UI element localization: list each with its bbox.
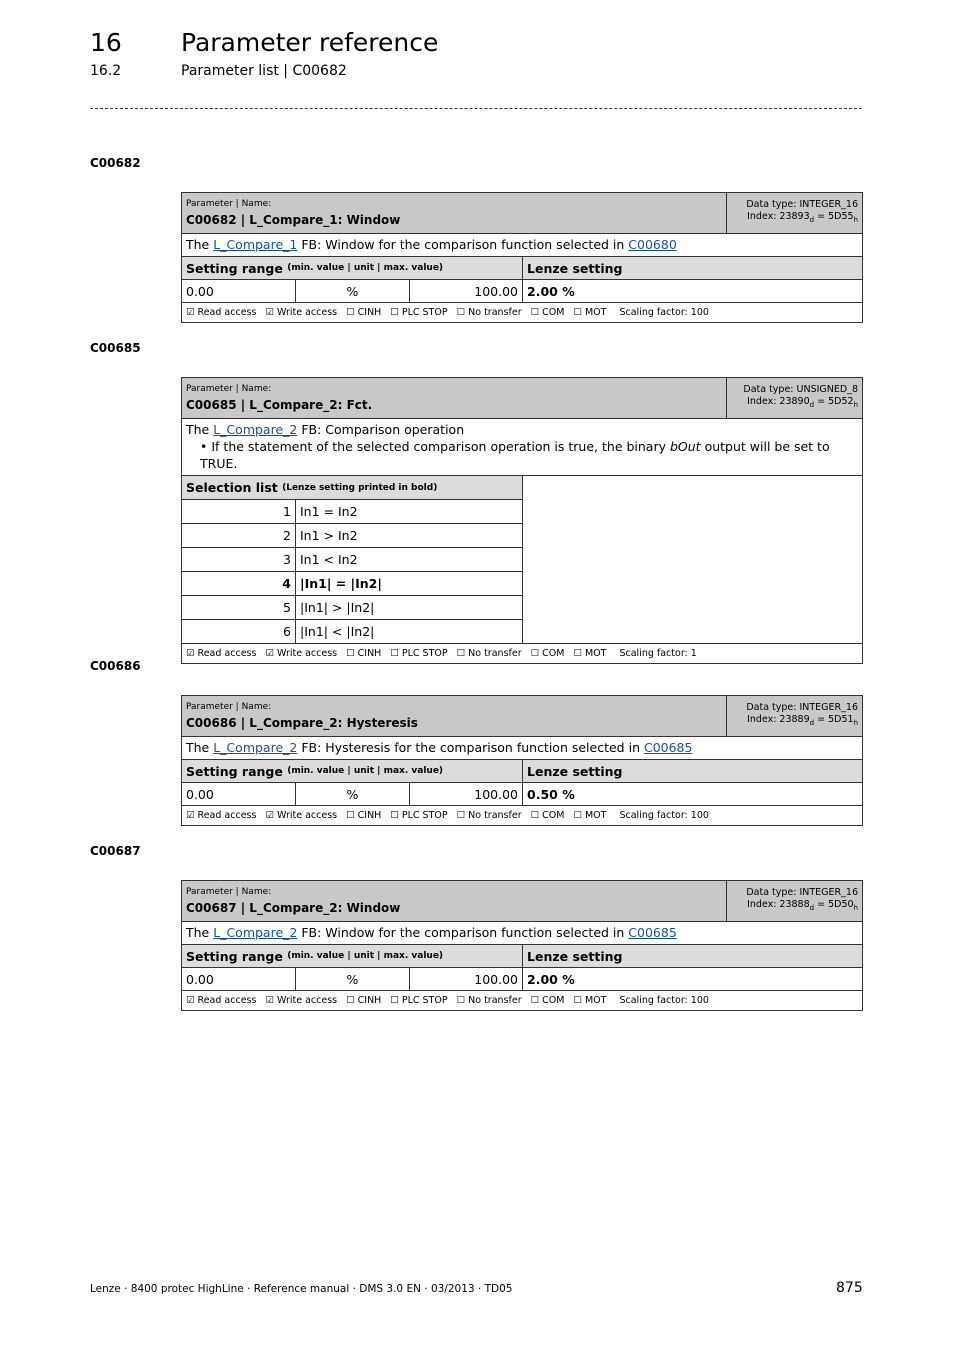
min-value: 0.00: [182, 280, 296, 302]
com: ☐ COM: [530, 995, 565, 1006]
mot: ☐ MOT: [573, 995, 607, 1006]
no-transfer: ☐ No transfer: [456, 995, 522, 1006]
data-type: Data type: INTEGER_16: [746, 702, 858, 713]
com: ☐ COM: [530, 307, 565, 318]
link-c00680[interactable]: C00680: [628, 237, 677, 252]
header-divider: [90, 108, 862, 109]
cinh: ☐ CINH: [346, 810, 382, 821]
scaling-factor: Scaling factor: 100: [619, 307, 709, 318]
link-c00685[interactable]: C00685: [643, 740, 693, 755]
section-number: 16.2: [90, 63, 122, 79]
lenze-setting-value: 2.00 %: [527, 283, 575, 299]
com: ☐ COM: [530, 810, 565, 821]
cinh: ☐ CINH: [346, 648, 382, 659]
mot: ☐ MOT: [573, 307, 607, 318]
range-header-row: [182, 945, 862, 968]
mot: ☐ MOT: [573, 648, 607, 659]
selection-list-blank: [523, 476, 862, 643]
param-name: C00685 | L_Compare_2: Fct.: [186, 398, 373, 412]
max-value: 100.00: [410, 968, 523, 990]
param-table-c00682: [181, 192, 863, 323]
access-row: [182, 806, 862, 825]
param-name-label: Parameter | Name:: [186, 887, 272, 897]
range-value-row: [182, 280, 862, 303]
description-bullets: [186, 438, 858, 472]
param-table-c00686: [181, 695, 863, 826]
lenze-setting-value: 0.50 %: [527, 786, 575, 802]
page-number: 875: [836, 1280, 863, 1296]
data-type: Data type: UNSIGNED_8: [743, 384, 858, 395]
setting-range-header: Setting range (min. value | unit | max. value): [182, 760, 523, 782]
selection-option: 1 In1 = In2: [182, 500, 522, 524]
data-type: Data type: INTEGER_16: [746, 887, 858, 898]
param-header: [182, 378, 862, 419]
section-label-c00682: C00682: [90, 156, 141, 170]
min-value: 0.00: [182, 783, 296, 805]
mot: ☐ MOT: [573, 810, 607, 821]
plc-stop: ☐ PLC STOP: [390, 995, 448, 1006]
param-description: The L_Compare_2 FB: Comparison operation • If the statement of the selected comparison operation is true, the binary bOut output will be set to TRUE.: [182, 419, 862, 476]
param-name-label: Parameter | Name:: [186, 384, 272, 394]
data-type: Data type: INTEGER_16: [746, 199, 858, 210]
lenze-setting-header: Lenze setting: [527, 763, 623, 779]
access-row: [182, 991, 862, 1010]
selection-list-left: [182, 476, 523, 643]
param-name-label: Parameter | Name:: [186, 702, 272, 712]
range-header-row: [182, 257, 862, 280]
index: Index: $23893_d = 5D55_h$: [747, 211, 858, 224]
scaling-factor: Scaling factor: 100: [619, 995, 709, 1006]
param-table-c00687: [181, 880, 863, 1011]
lenze-setting-value: 2.00 %: [527, 971, 575, 987]
min-value: 0.00: [182, 968, 296, 990]
data-type-box: [726, 378, 862, 418]
cinh: ☐ CINH: [346, 307, 382, 318]
param-description: The L_Compare_1 FB: Window for the comparison function selected in C00680: [182, 234, 862, 257]
data-type-box: [726, 696, 862, 736]
link-l-compare-1[interactable]: L_Compare_1: [213, 237, 298, 252]
max-value: 100.00: [410, 783, 523, 805]
setting-range-header: Setting range (min. value | unit | max. value): [182, 257, 523, 279]
no-transfer: ☐ No transfer: [456, 810, 522, 821]
chapter-number: 16: [90, 28, 122, 57]
write-access: ☑ Write access: [265, 810, 338, 821]
unit: %: [296, 280, 410, 302]
link-l-compare-2[interactable]: L_Compare_2: [213, 422, 298, 437]
bullet-item: • If the statement of the selected comparison operation is true, the binary bOut output will be set to TRUE.: [200, 439, 830, 471]
selection-option-default: 4 |In1| = |In2|: [182, 572, 522, 596]
no-transfer: ☐ No transfer: [456, 307, 522, 318]
section-label-c00687: C00687: [90, 844, 141, 858]
no-transfer: ☐ No transfer: [456, 648, 522, 659]
param-name-label: Parameter | Name:: [186, 199, 272, 209]
access-row: [182, 644, 862, 663]
param-header: [182, 193, 862, 234]
scaling-factor: Scaling factor: 1: [619, 648, 697, 659]
write-access: ☑ Write access: [265, 995, 338, 1006]
chapter-title: Parameter reference: [181, 28, 439, 57]
selection-option: 6 |In1| < |In2|: [182, 620, 522, 643]
plc-stop: ☐ PLC STOP: [390, 810, 448, 821]
write-access: ☑ Write access: [265, 307, 338, 318]
section-label-c00685: C00685: [90, 341, 141, 355]
cinh: ☐ CINH: [346, 995, 382, 1006]
selection-list: [182, 476, 862, 644]
section-title: Parameter list | C00682: [181, 63, 347, 79]
selection-list-header: Selection list (Lenze setting printed in bold): [182, 476, 522, 500]
unit: %: [296, 968, 410, 990]
param-name: C00686 | L_Compare_2: Hysteresis: [186, 716, 418, 730]
index: Index: $23888_d = 5D50_h$: [747, 899, 858, 912]
range-header-row: [182, 760, 862, 783]
plc-stop: ☐ PLC STOP: [390, 307, 448, 318]
page-footer-text: Lenze · 8400 protec HighLine · Reference manual · DMS 3.0 EN · 03/2013 · TD05: [90, 1283, 513, 1295]
read-access: ☑ Read access: [186, 810, 257, 821]
unit: %: [296, 783, 410, 805]
selection-option: 5 |In1| > |In2|: [182, 596, 522, 620]
data-type-box: [726, 881, 862, 921]
range-value-row: [182, 968, 862, 991]
param-header: [182, 696, 862, 737]
link-l-compare-2[interactable]: L_Compare_2: [213, 925, 298, 940]
link-l-compare-2[interactable]: L_Compare_2: [213, 740, 298, 755]
access-row: [182, 303, 862, 322]
param-name: C00682 | L_Compare_1: Window: [186, 213, 401, 227]
scaling-factor: Scaling factor: 100: [619, 810, 709, 821]
range-value-row: [182, 783, 862, 806]
param-description: The L_Compare_2 FB: Hysteresis for the comparison function selected in C00685: [182, 737, 862, 760]
selection-option: 2 In1 > In2: [182, 524, 522, 548]
param-header: [182, 881, 862, 922]
selection-option: 3 In1 < In2: [182, 548, 522, 572]
setting-range-header: Setting range (min. value | unit | max. value): [182, 945, 523, 967]
param-table-c00685: [181, 377, 863, 664]
read-access: ☑ Read access: [186, 995, 257, 1006]
max-value: 100.00: [410, 280, 523, 302]
plc-stop: ☐ PLC STOP: [390, 648, 448, 659]
index: Index: $23889_d = 5D51_h$: [747, 714, 858, 727]
lenze-setting-header: Lenze setting: [527, 948, 623, 964]
link-c00685[interactable]: C00685: [628, 925, 677, 940]
index: Index: $23890_d = 5D52_h$: [747, 396, 858, 409]
param-name: C00687 | L_Compare_2: Window: [186, 901, 401, 915]
section-label-c00686: C00686: [90, 659, 141, 673]
param-description: The L_Compare_2 FB: Window for the comparison function selected in C00685: [182, 922, 862, 945]
com: ☐ COM: [530, 648, 565, 659]
read-access: ☑ Read access: [186, 307, 257, 318]
lenze-setting-header: Lenze setting: [527, 260, 623, 276]
write-access: ☑ Write access: [265, 648, 338, 659]
read-access: ☑ Read access: [186, 648, 257, 659]
data-type-box: [726, 193, 862, 233]
